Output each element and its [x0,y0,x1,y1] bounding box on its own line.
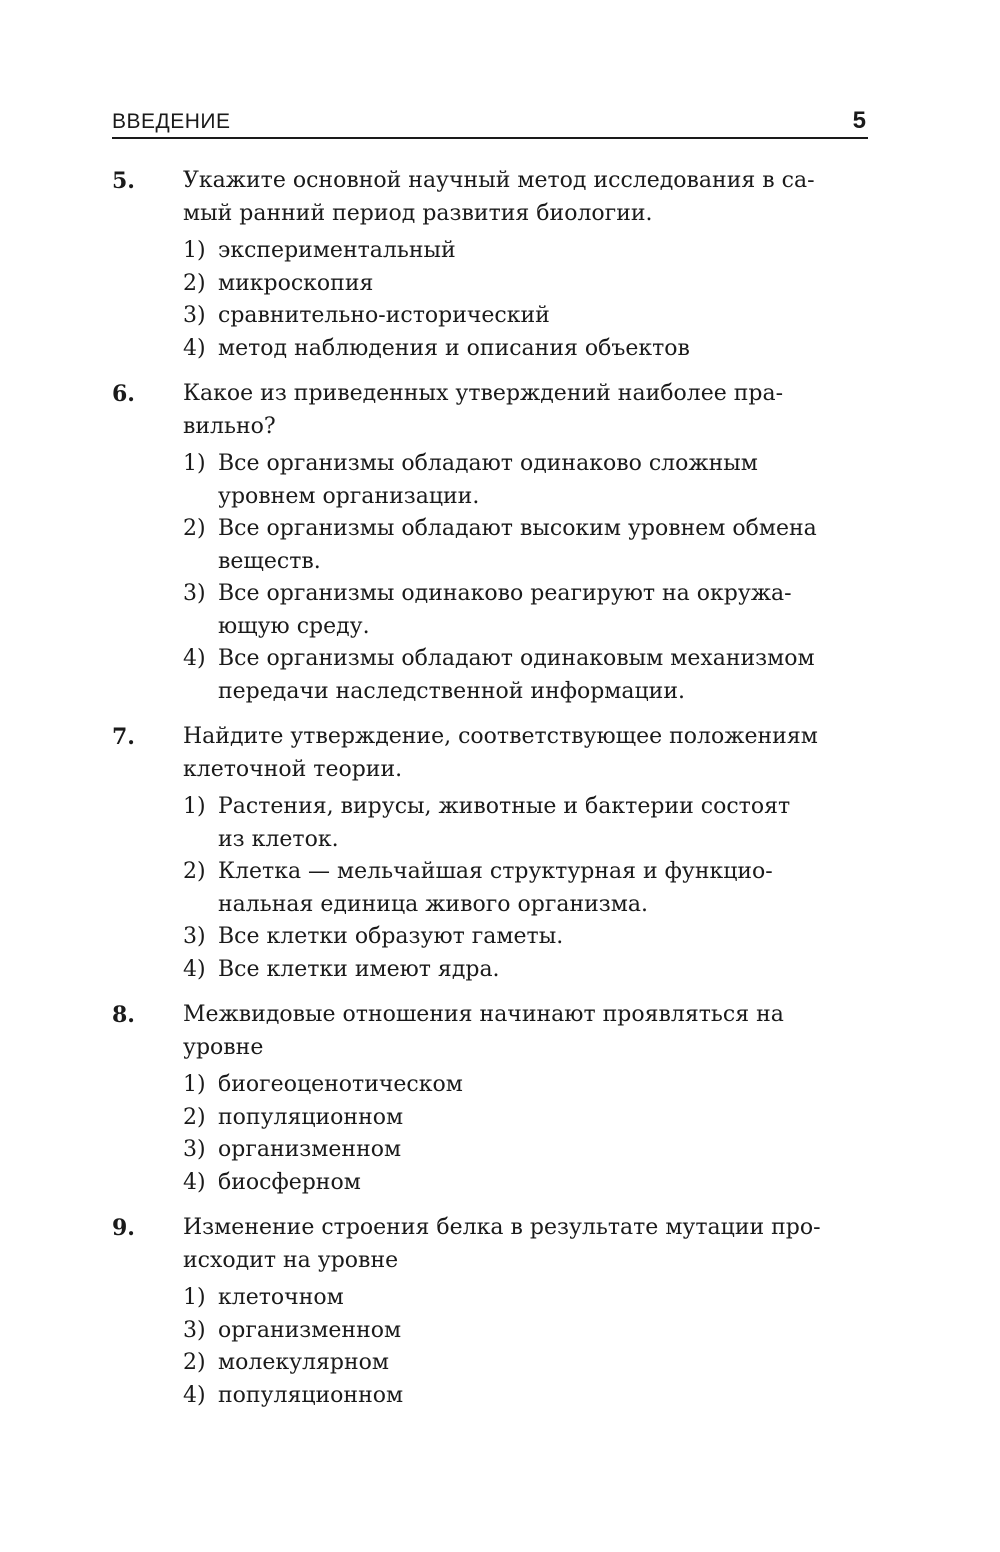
option-text: Все организмы обладают одинаковым механизмом передачи наследственной информации. [218,646,815,704]
option-label: 1) [183,1072,206,1097]
answer-option [183,1102,868,1135]
option-label: 2) [183,516,206,541]
option-text: Растения, вирусы, животные и бактерии состоят из клеток. [218,794,791,852]
option-label: 4) [183,956,206,982]
question-text: Найдите утверждение, соответствующее положениям клеточной теории. [183,724,818,782]
question-number: 6. [112,381,135,407]
answer-option [183,578,868,643]
answer-option [183,1134,868,1167]
answer-option [183,1282,868,1315]
question-9 [112,1212,868,1412]
option-label: 3) [183,1317,206,1343]
option-label: 3) [183,303,206,328]
option-label: 1) [183,451,206,476]
question-5 [112,165,868,365]
section-title: ВВЕДЕНИЕ [112,110,231,133]
option-text: метод наблюдения и описания объектов [218,335,690,361]
option-text: Все клетки образуют гаметы. [218,924,564,949]
option-label: 3) [183,1137,206,1162]
option-label: 4) [183,646,206,671]
option-text: Все организмы обладают одинаково сложным уровнем организации. [218,451,758,509]
option-label: 1) [183,794,206,819]
answer-option [183,448,868,513]
answer-option [183,268,868,301]
option-text: популяционном [218,1104,404,1130]
option-text: клеточном [218,1285,344,1310]
option-label: 2) [183,859,206,884]
question-6 [112,378,868,708]
answer-options [183,1282,868,1412]
question-number: 7. [112,724,135,750]
option-text: сравнительно-исторический [218,303,550,328]
answer-option [183,1167,868,1200]
option-label: 1) [183,238,206,263]
option-label: 3) [183,581,206,606]
answer-option [183,791,868,856]
answer-option [183,1069,868,1102]
question-text: Укажите основной научный метод исследования в са- мый ранний период развития биологии. [183,168,815,226]
answer-options [183,791,868,986]
option-label: 4) [183,335,206,361]
option-text: экспериментальный [218,238,456,263]
answer-option [183,300,868,333]
answer-options [183,235,868,365]
answer-option [183,333,868,366]
option-text: Все организмы одинаково реагируют на окружа- ющую среду. [218,581,792,639]
answer-option [183,1315,868,1348]
question-text: Изменение строения белка в результате мутации про- исходит на уровне [183,1215,821,1273]
option-text: Клетка — мельчайшая структурная и функцио- нальная единица живого организма. [218,859,773,917]
question-number: 8. [112,1002,135,1028]
question-7 [112,721,868,986]
question-8 [112,999,868,1199]
answer-option [183,1347,868,1380]
option-text: микроскопия [218,270,374,296]
option-text: организменном [218,1317,402,1343]
answer-option [183,235,868,268]
question-text: Межвидовые отношения начинают проявляться на уровне [183,1002,784,1060]
question-list [112,165,868,1412]
option-label: 2) [183,270,206,296]
answer-option [183,921,868,954]
answer-option [183,513,868,578]
option-label: 2) [183,1104,206,1130]
question-number: 5. [112,168,135,194]
option-label: 4) [183,1169,206,1195]
option-text: биосферном [218,1169,361,1195]
option-label: 2) [183,1350,206,1375]
answer-option [183,856,868,921]
book-page [112,104,868,1425]
option-text: биогеоценотическом [218,1072,463,1097]
answer-option [183,954,868,987]
option-text: молекулярном [218,1350,390,1375]
option-label: 1) [183,1285,206,1310]
option-text: Все организмы обладают высоким уровнем обмена веществ. [218,516,817,574]
option-text: организменном [218,1137,402,1162]
answer-option [183,1380,868,1413]
option-text: популяционном [218,1382,404,1408]
question-text: Какое из приведенных утверждений наиболее пра- вильно? [183,381,784,439]
answer-options [183,448,868,708]
running-head [112,104,868,139]
option-label: 4) [183,1382,206,1408]
question-number: 9. [112,1215,135,1241]
page-number: 5 [852,107,866,134]
answer-options [183,1069,868,1199]
option-text: Все клетки имеют ядра. [218,956,500,982]
answer-option [183,643,868,708]
option-label: 3) [183,924,206,949]
